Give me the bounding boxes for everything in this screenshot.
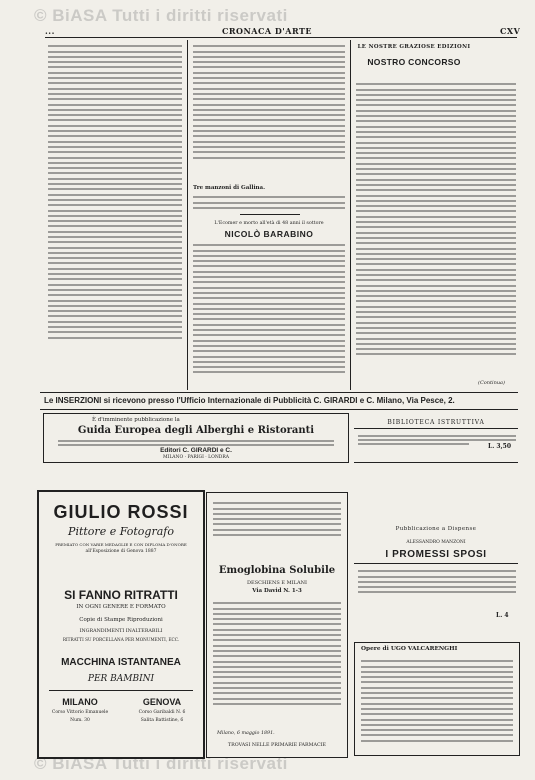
guida-intro: È d'imminente pubblicazione la bbox=[92, 417, 180, 423]
rossi-genova-addr: Corso Garibaldi N. 6 bbox=[138, 710, 186, 715]
emoglobina-intro bbox=[213, 499, 341, 559]
col3-heading-small: LE NOSTRE GRAZIOSE EDIZIONI bbox=[357, 44, 471, 50]
header-title: CRONACA D'ARTE bbox=[222, 26, 313, 36]
rossi-award: PREMIATO CON VARIE MEDAGLIE E CON DIPLOMA D'ONORE bbox=[55, 542, 187, 547]
watermark-bottom: © BiASA Tutti i diritti riservati bbox=[34, 754, 288, 773]
emoglobina-date: Milano, 6 maggio 1891. bbox=[217, 731, 275, 736]
biblioteca-title: BIBLIOTECA ISTRUTTIVA bbox=[387, 419, 485, 426]
rossi-rule bbox=[49, 690, 193, 691]
rossi-big-ritratti: SI FANNO RITRATTI bbox=[64, 588, 178, 602]
header-page-number: CXV bbox=[500, 26, 521, 36]
rossi-expo: all'Esposizione di Genova 1887 bbox=[85, 549, 157, 554]
rossi-milano-no: Num. 30 bbox=[70, 718, 90, 723]
valcarenghi-box bbox=[354, 642, 520, 756]
rossi-genova-addr2: Salita Battistine, 6 bbox=[140, 718, 184, 723]
column-rule-1 bbox=[187, 40, 188, 390]
rossi-macchina: MACCHINA ISTANTANEA bbox=[61, 657, 181, 668]
biblioteca-rule-bottom bbox=[354, 462, 518, 463]
emoglobina-maker: DESCHIENS E MILANI bbox=[247, 580, 307, 586]
rossi-bambini: PER BAMBINI bbox=[87, 674, 155, 684]
rossi-porcellana: RITRATTI SU PORCELLANA PER MONUMENTI, ECC. bbox=[62, 637, 180, 642]
sposi-rule bbox=[354, 563, 518, 564]
guida-cities: MILANO · PARIGI · LONDRA bbox=[162, 455, 230, 460]
rossi-ogni-genere: IN OGNI GENERE E FORMATO bbox=[76, 604, 166, 610]
watermark-top: © BiASA Tutti i diritti riservati bbox=[34, 6, 288, 25]
banner-rule-bottom bbox=[40, 409, 518, 410]
emoglobina-ad bbox=[206, 492, 348, 758]
rossi-milano-addr: Corso Vittorio Emanuele bbox=[51, 710, 109, 715]
valcarenghi-list bbox=[361, 657, 513, 751]
sposi-title: I PROMESSI SPOSI bbox=[385, 549, 487, 560]
sposi-price: L. 4 bbox=[496, 612, 509, 619]
col3-heading-big: NOSTRO CONCORSO bbox=[367, 57, 461, 67]
sposi-pub: Pubblicazione a Dispense bbox=[395, 526, 477, 532]
sposi-author: ALESSANDRO MANZONI bbox=[406, 540, 466, 545]
col2-signoria: Tre manzoni di Gallina. bbox=[193, 185, 266, 191]
column-rule-2 bbox=[350, 40, 351, 390]
rossi-milano: MILANO bbox=[62, 697, 98, 707]
header-left: ... bbox=[45, 26, 55, 36]
col2-obit-name: NICOLÒ BARABINO bbox=[224, 229, 314, 239]
banner-rule-top bbox=[40, 392, 518, 393]
giulio-rossi-ad bbox=[37, 490, 205, 759]
rossi-genova: GENOVA bbox=[142, 697, 182, 707]
rossi-copie: Copie di Stampe Riproduzioni bbox=[79, 617, 163, 623]
column-3-text bbox=[356, 80, 516, 376]
biblioteca-rule bbox=[354, 428, 518, 429]
rossi-subtitle: Pittore e Fotografo bbox=[68, 525, 174, 538]
emoglobina-title: Emoglobina Solubile bbox=[218, 565, 336, 576]
guida-ad bbox=[43, 413, 349, 463]
rossi-name: GIULIO ROSSI bbox=[53, 502, 189, 522]
emoglobina-text bbox=[213, 599, 341, 717]
col2-caption: L'Ecomer e morto all'età di 48 anni il sottore bbox=[214, 221, 324, 226]
biblioteca-price: L. 3,50 bbox=[488, 443, 512, 450]
header-rule bbox=[45, 37, 517, 38]
emoglobina-addr: Via David N. 1-3 bbox=[252, 588, 302, 594]
rossi-ingrandimenti: INGRANDIMENTI INALTERABILI bbox=[79, 629, 163, 634]
guida-editors: Editori C. GIRARDI e C. bbox=[160, 447, 232, 454]
col3-continua: (Continua) bbox=[478, 380, 505, 386]
emoglobina-footer: TROVASI NELLE PRIMARIE FARMACIE bbox=[227, 743, 327, 748]
sposi-text bbox=[358, 567, 516, 607]
column-2-text-bottom bbox=[193, 241, 345, 387]
column-2-text-mid bbox=[193, 193, 345, 209]
ads-banner: Le INSERZIONI si ricevono presso l'Ufficio Internazionale di Pubblicità C. GIRARDI e C. Milano, Via Pesce, 2. bbox=[44, 396, 455, 405]
column-1-text bbox=[48, 42, 182, 388]
col3-header-box bbox=[356, 44, 472, 68]
guida-title: Guida Europea degli Alberghi e Ristoranti bbox=[77, 425, 315, 436]
col2-separator bbox=[240, 214, 300, 215]
column-2-text-top bbox=[193, 42, 345, 180]
valcarenghi-title: Opere di UGO VALCARENGHI bbox=[361, 646, 458, 652]
